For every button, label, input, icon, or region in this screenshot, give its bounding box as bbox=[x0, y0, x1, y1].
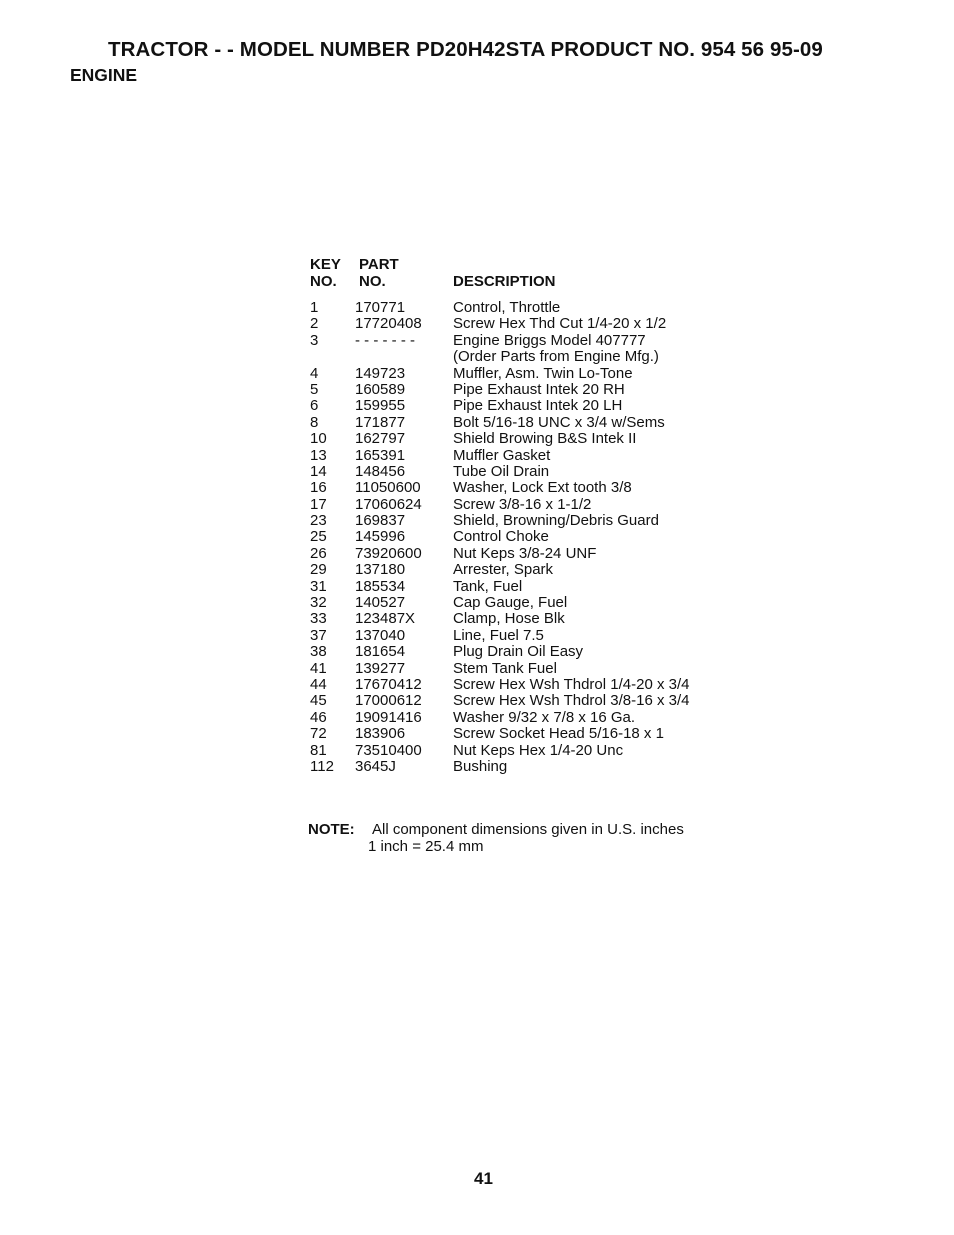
row-description: Washer, Lock Ext tooth 3/8 bbox=[453, 479, 632, 497]
row-description: Muffler, Asm. Twin Lo-Tone bbox=[453, 364, 633, 382]
row-part-no: 137180 bbox=[355, 561, 406, 579]
row-description: Plug Drain Oil Easy bbox=[453, 643, 584, 661]
row-description: Nut Keps Hex 1/4-20 Unc bbox=[453, 741, 624, 759]
row-key-no: 26 bbox=[310, 544, 327, 562]
row-part-no: 145996 bbox=[355, 528, 406, 546]
row-description: Screw Hex Thd Cut 1/4-20 x 1/2 bbox=[453, 315, 667, 333]
row-description: Control, Throttle bbox=[453, 299, 561, 316]
row-part-no: 183906 bbox=[355, 725, 406, 743]
row-description: Bolt 5/16-18 UNC x 3/4 w/Sems bbox=[453, 413, 665, 431]
row-key-no: 31 bbox=[310, 577, 327, 595]
row-part-no: 73510400 bbox=[355, 741, 422, 759]
row-part-no: 149723 bbox=[355, 364, 406, 382]
row-part-no: 165391 bbox=[355, 446, 406, 464]
table-row bbox=[310, 382, 730, 398]
table-row bbox=[310, 349, 730, 365]
row-part-no: 17670412 bbox=[355, 675, 422, 693]
row-part-no: 17720408 bbox=[355, 315, 422, 333]
table-row bbox=[310, 759, 730, 775]
note-line1: All component dimensions given in U.S. inches bbox=[372, 821, 684, 838]
row-description: Screw Hex Wsh Thdrol 3/8-16 x 3/4 bbox=[453, 692, 690, 710]
row-part-no: 162797 bbox=[355, 430, 406, 448]
row-description: Shield Browing B&S Intek II bbox=[453, 430, 637, 448]
section-title: ENGINE bbox=[70, 65, 138, 85]
row-part-no: 3645J bbox=[355, 757, 396, 775]
row-key-no: 38 bbox=[310, 643, 327, 661]
table-rows bbox=[310, 300, 730, 775]
document-title: TRACTOR - - MODEL NUMBER PD20H42STA PRODUCT NO. 954 56 95-09 bbox=[108, 38, 823, 61]
table-row bbox=[310, 333, 730, 349]
row-key-no: 72 bbox=[310, 725, 327, 743]
table-row bbox=[310, 595, 730, 611]
row-key-no: 23 bbox=[310, 512, 327, 530]
row-description: Engine Briggs Model 407777 bbox=[453, 331, 646, 349]
row-description: Nut Keps 3/8-24 UNF bbox=[453, 544, 597, 562]
table-row bbox=[310, 464, 730, 480]
row-part-no: 185534 bbox=[355, 577, 406, 595]
header-key-line2: NO. bbox=[310, 273, 337, 290]
row-part-no: 169837 bbox=[355, 512, 406, 530]
row-part-no: 17000612 bbox=[355, 692, 422, 710]
row-key-no: 1 bbox=[310, 299, 319, 316]
row-description: Muffler Gasket bbox=[453, 446, 551, 464]
table-row bbox=[310, 448, 730, 464]
row-description: Line, Fuel 7.5 bbox=[453, 626, 544, 644]
row-key-no: 16 bbox=[310, 479, 327, 497]
table-row bbox=[310, 366, 730, 382]
row-key-no: 10 bbox=[310, 430, 327, 448]
table-row bbox=[310, 497, 730, 513]
row-description: Tank, Fuel bbox=[453, 577, 523, 595]
row-part-no: 159955 bbox=[355, 397, 406, 415]
row-key-no: 45 bbox=[310, 692, 327, 710]
row-key-no: 46 bbox=[310, 708, 327, 726]
row-description: Screw 3/8-16 x 1-1/2 bbox=[453, 495, 592, 513]
table-row bbox=[310, 661, 730, 677]
row-description: Bushing bbox=[453, 757, 508, 775]
row-part-no: 148456 bbox=[355, 462, 406, 480]
table-row bbox=[310, 743, 730, 759]
row-key-no: 25 bbox=[310, 528, 327, 546]
row-key-no: 17 bbox=[310, 495, 327, 513]
row-key-no: 33 bbox=[310, 610, 327, 628]
row-part-no: 140527 bbox=[355, 594, 406, 612]
row-key-no: 5 bbox=[310, 380, 319, 398]
row-key-no: 3 bbox=[310, 331, 319, 349]
row-part-no: 160589 bbox=[355, 380, 406, 398]
table-row bbox=[310, 726, 730, 742]
header-part-line1: PART bbox=[359, 256, 399, 273]
note-line2: 1 inch = 25.4 mm bbox=[368, 837, 484, 855]
row-key-no: 4 bbox=[310, 364, 319, 382]
table-row bbox=[310, 546, 730, 562]
row-description: Pipe Exhaust Intek 20 LH bbox=[453, 397, 623, 415]
row-description: Arrester, Spark bbox=[453, 561, 554, 579]
header-part-line2: NO. bbox=[359, 273, 386, 290]
row-description: Stem Tank Fuel bbox=[453, 659, 557, 677]
row-part-no: - - - - - - - bbox=[355, 331, 415, 349]
row-key-no: 32 bbox=[310, 594, 327, 612]
table-row bbox=[310, 677, 730, 693]
table-row bbox=[310, 529, 730, 545]
table-row bbox=[310, 579, 730, 595]
table-row bbox=[310, 316, 730, 332]
table-row bbox=[310, 693, 730, 709]
row-description: Clamp, Hose Blk bbox=[453, 610, 565, 628]
table-row bbox=[310, 513, 730, 529]
table-row bbox=[310, 562, 730, 578]
row-description: Cap Gauge, Fuel bbox=[453, 594, 568, 612]
header-description: DESCRIPTION bbox=[453, 273, 556, 290]
row-key-no: 8 bbox=[310, 413, 319, 431]
row-key-no: 112 bbox=[310, 757, 334, 775]
row-description: Tube Oil Drain bbox=[453, 462, 550, 480]
row-key-no: 6 bbox=[310, 397, 319, 415]
table-row bbox=[310, 710, 730, 726]
table-row bbox=[310, 480, 730, 496]
row-key-no: 13 bbox=[310, 446, 327, 464]
row-part-no: 170771 bbox=[355, 299, 406, 316]
header-key-line1: KEY bbox=[310, 256, 341, 273]
row-description: (Order Parts from Engine Mfg.) bbox=[453, 348, 659, 366]
table-header bbox=[310, 256, 730, 300]
row-part-no: 123487X bbox=[355, 610, 416, 628]
table-row bbox=[310, 644, 730, 660]
row-part-no: 137040 bbox=[355, 626, 406, 644]
row-description: Screw Hex Wsh Thdrol 1/4-20 x 3/4 bbox=[453, 675, 690, 693]
row-key-no: 37 bbox=[310, 626, 327, 644]
row-part-no: 73920600 bbox=[355, 544, 422, 562]
table-row bbox=[310, 300, 730, 316]
row-key-no: 44 bbox=[310, 675, 327, 693]
table-row bbox=[310, 398, 730, 414]
row-part-no: 19091416 bbox=[355, 708, 422, 726]
row-description: Screw Socket Head 5/16-18 x 1 bbox=[453, 725, 664, 743]
row-key-no: 29 bbox=[310, 561, 327, 579]
row-key-no: 14 bbox=[310, 462, 327, 480]
table-row bbox=[310, 431, 730, 447]
row-description: Pipe Exhaust Intek 20 RH bbox=[453, 380, 625, 398]
row-description: Shield, Browning/Debris Guard bbox=[453, 512, 659, 530]
row-part-no: 139277 bbox=[355, 659, 406, 677]
table-row bbox=[310, 611, 730, 627]
row-key-no: 81 bbox=[310, 741, 327, 759]
row-part-no: 11050600 bbox=[355, 479, 421, 497]
table-row bbox=[310, 415, 730, 431]
note-label: NOTE: bbox=[308, 821, 355, 838]
row-description: Control Choke bbox=[453, 528, 549, 546]
page-number: 41 bbox=[474, 1169, 493, 1188]
row-part-no: 181654 bbox=[355, 643, 406, 661]
row-part-no: 17060624 bbox=[355, 495, 422, 513]
parts-table bbox=[310, 256, 730, 775]
row-key-no: 41 bbox=[310, 659, 327, 677]
row-part-no: 171877 bbox=[355, 413, 406, 431]
table-row bbox=[310, 628, 730, 644]
row-key-no: 2 bbox=[310, 315, 319, 333]
row-description: Washer 9/32 x 7/8 x 16 Ga. bbox=[453, 708, 636, 726]
